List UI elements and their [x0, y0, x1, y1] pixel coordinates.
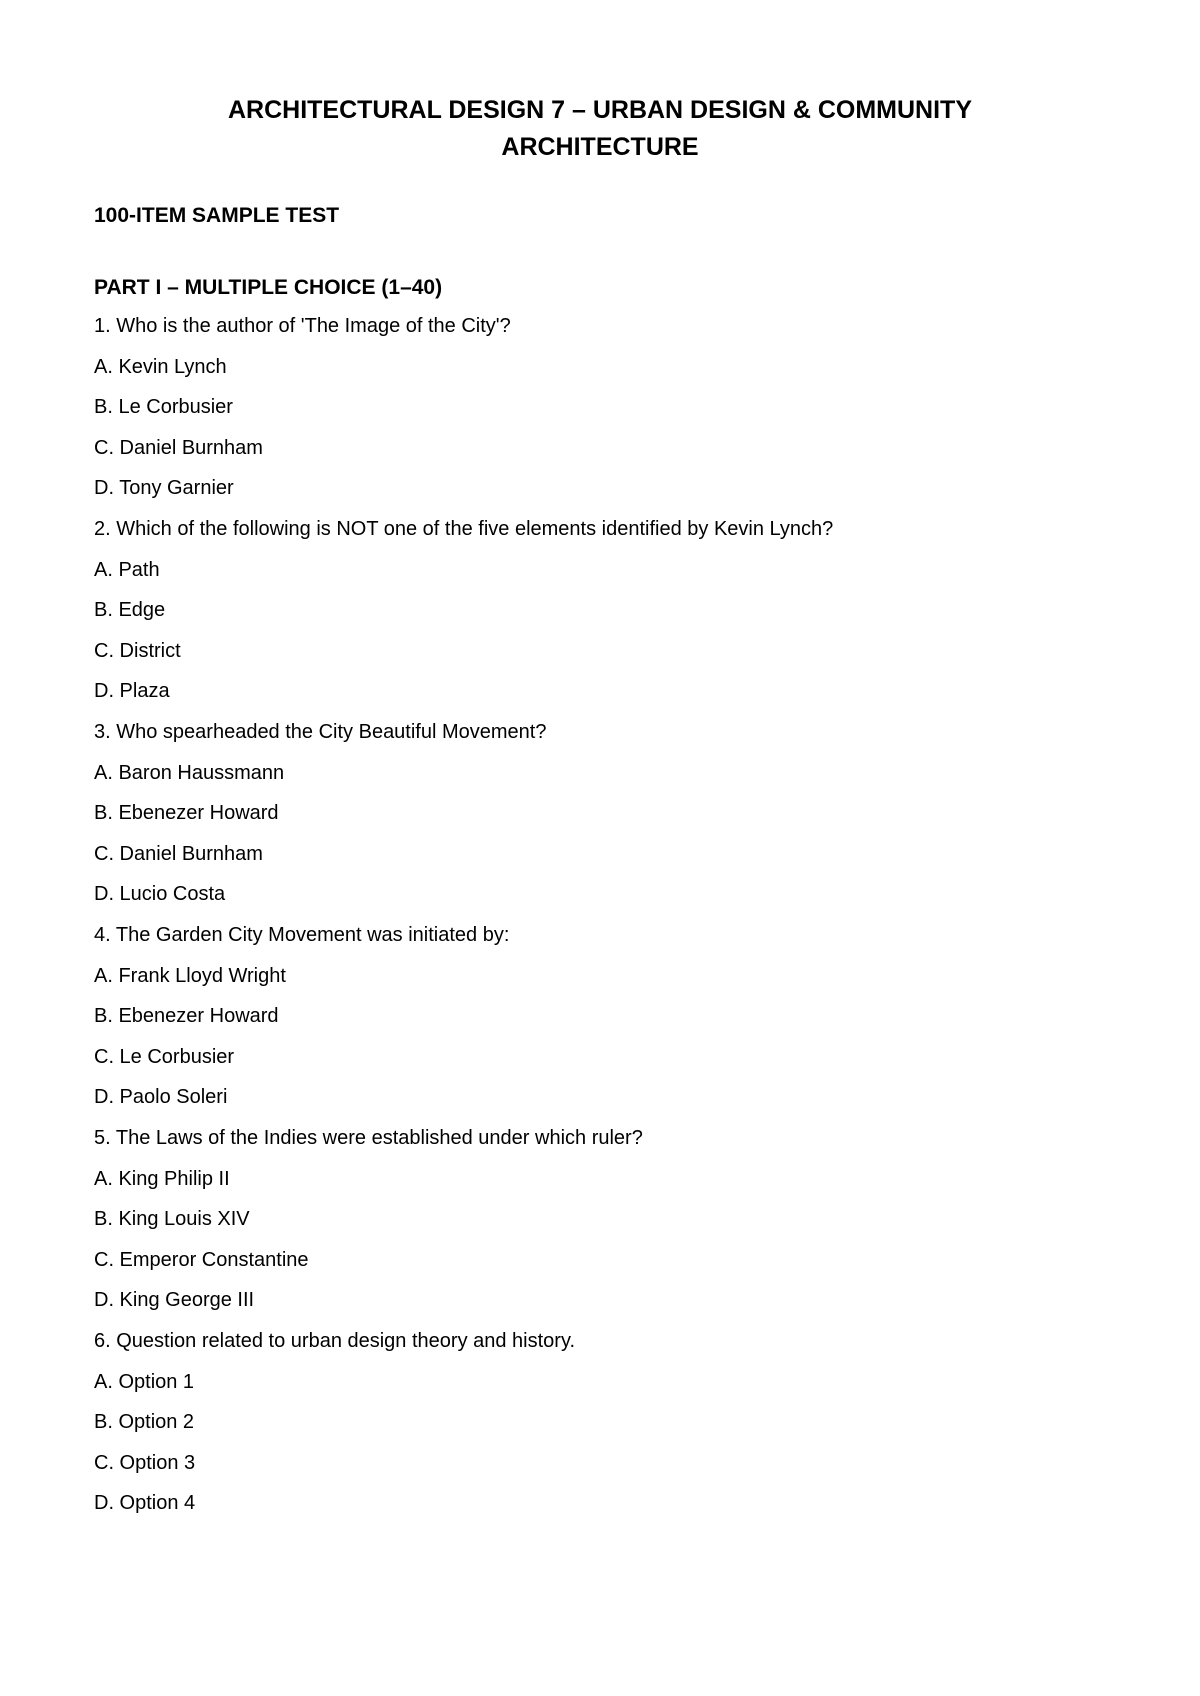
- question-text: 5. The Laws of the Indies were established under which ruler?: [94, 1127, 643, 1149]
- question-text: 2. Which of the following is NOT one of the five elements identified by Kevin Lynch?: [94, 518, 834, 540]
- answer-option-d: D. Plaza: [94, 680, 170, 702]
- answer-option-a: A. King Philip II: [94, 1167, 230, 1190]
- question-text: 6. Question related to urban design theory and history.: [94, 1330, 576, 1352]
- answer-option-c: C. Emperor Constantine: [94, 1248, 309, 1271]
- question-2: [94, 515, 1106, 705]
- answer-option-d: D. Lucio Costa: [94, 883, 226, 905]
- question-list: [94, 312, 1106, 1517]
- question-text: 1. Who is the author of 'The Image of the City'?: [94, 315, 511, 337]
- answer-option-a: A. Kevin Lynch: [94, 355, 227, 378]
- answer-option-b: B. Ebenezer Howard: [94, 1005, 279, 1027]
- answer-option-d: D. King George III: [94, 1289, 255, 1311]
- answer-option-a: A. Option 1: [94, 1370, 195, 1393]
- answer-option-b: B. Option 2: [94, 1411, 195, 1433]
- answer-option-a: A. Frank Lloyd Wright: [94, 964, 286, 987]
- document-title-line-2: ARCHITECTURE: [501, 133, 699, 161]
- question-text: 3. Who spearheaded the City Beautiful Movement?: [94, 721, 547, 743]
- answer-option-b: B. King Louis XIV: [94, 1208, 250, 1230]
- answer-option-b: B. Ebenezer Howard: [94, 802, 279, 824]
- question-6: [94, 1327, 1106, 1517]
- question-4: [94, 921, 1106, 1111]
- question-5: [94, 1124, 1106, 1314]
- question-1: [94, 312, 1106, 502]
- answer-option-b: B. Le Corbusier: [94, 396, 233, 418]
- answer-option-c: C. Daniel Burnham: [94, 436, 263, 459]
- answer-option-c: C. Le Corbusier: [94, 1045, 235, 1068]
- answer-option-a: A. Baron Haussmann: [94, 761, 285, 784]
- document-subtitle: 100-ITEM SAMPLE TEST: [94, 204, 340, 227]
- document-title-line-1: ARCHITECTURAL DESIGN 7 – URBAN DESIGN & COMMUNITY: [227, 96, 973, 124]
- answer-option-a: A. Path: [94, 558, 160, 581]
- answer-option-d: D. Option 4: [94, 1492, 196, 1514]
- answer-option-d: D. Tony Garnier: [94, 477, 234, 499]
- question-3: [94, 718, 1106, 908]
- answer-option-d: D. Paolo Soleri: [94, 1086, 228, 1108]
- answer-option-b: B. Edge: [94, 599, 166, 621]
- question-text: 4. The Garden City Movement was initiated by:: [94, 924, 510, 946]
- answer-option-c: C. District: [94, 639, 181, 662]
- answer-option-c: C. Option 3: [94, 1451, 196, 1474]
- part-heading: PART I – MULTIPLE CHOICE (1–40): [94, 276, 443, 299]
- document-title: [94, 0, 1106, 166]
- answer-option-c: C. Daniel Burnham: [94, 842, 263, 865]
